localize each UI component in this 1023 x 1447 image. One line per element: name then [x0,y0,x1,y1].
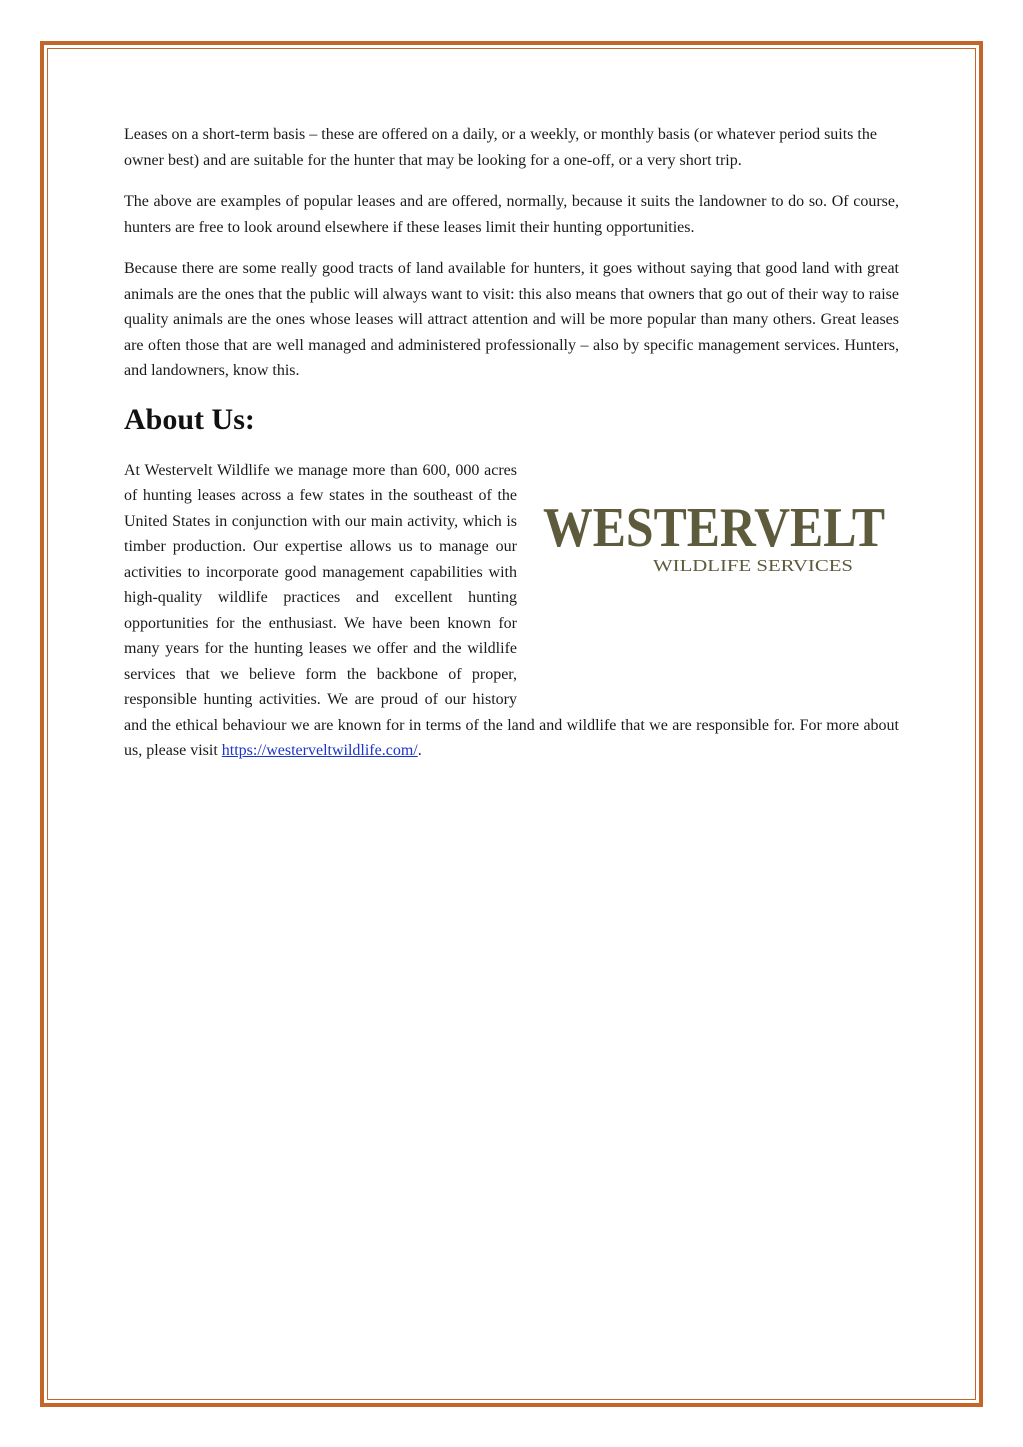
paragraph-short-term-leases: Leases on a short-term basis – these are offered on a daily, or a weekly, or monthly basis (or whatever period suits the owner best) and are suitable for the hunter that may be looking for a one-off, or a very short trip. [124,126,877,169]
westervelt-logo-image [539,494,889,584]
paragraph-good-land: Because there are some really good tracts of land available for hunters, it goes without saying that good land with great animals are the ones that the public will always want to visit: this also means that owners that go out of their way to raise quality animals are the ones whose leases will attract attention and will be more popular than many others. Great leases are often those that are well managed and administered professionally – also by specific management services. Hunters, and landowners, know this. [124,260,899,379]
paragraph-popular-leases: The above are examples of popular leases and are offered, normally, because it suits the landowner to do so. Of course, hunters are free to look around elsewhere if these leases limit their hunting opportunities. [124,193,899,236]
westervelt-logo [539,458,899,688]
document-body [124,122,899,764]
logo-wordmark: WESTERVELT [543,496,885,559]
about-us-heading: About Us: [124,402,255,436]
about-text-end: . [417,742,422,759]
logo-tagline: WILDLIFE SERVICES [653,555,853,575]
website-link[interactable]: https://westerveltwildlife.com/ [221,742,418,759]
about-text: At Westervelt Wildlife we manage more than 600, 000 acres of hunting leases across a few states in the southeast of the United States in conjunction with our main activity, which is timber production. Our expertise allows us to manage our activities to incorporate good management capabilities with high-quality wildlife practices and excellent hunting opportunities for the enthusiast. We have been known for many years for the hunting leases we offer and the wildlife services that we believe form the backbone of proper, responsible hunting activities. We are proud of our history and the ethical behaviour we are known for in terms of the land and wildlife that we are responsible for. For more about us, please visit [124,461,899,759]
about-section [124,458,899,764]
